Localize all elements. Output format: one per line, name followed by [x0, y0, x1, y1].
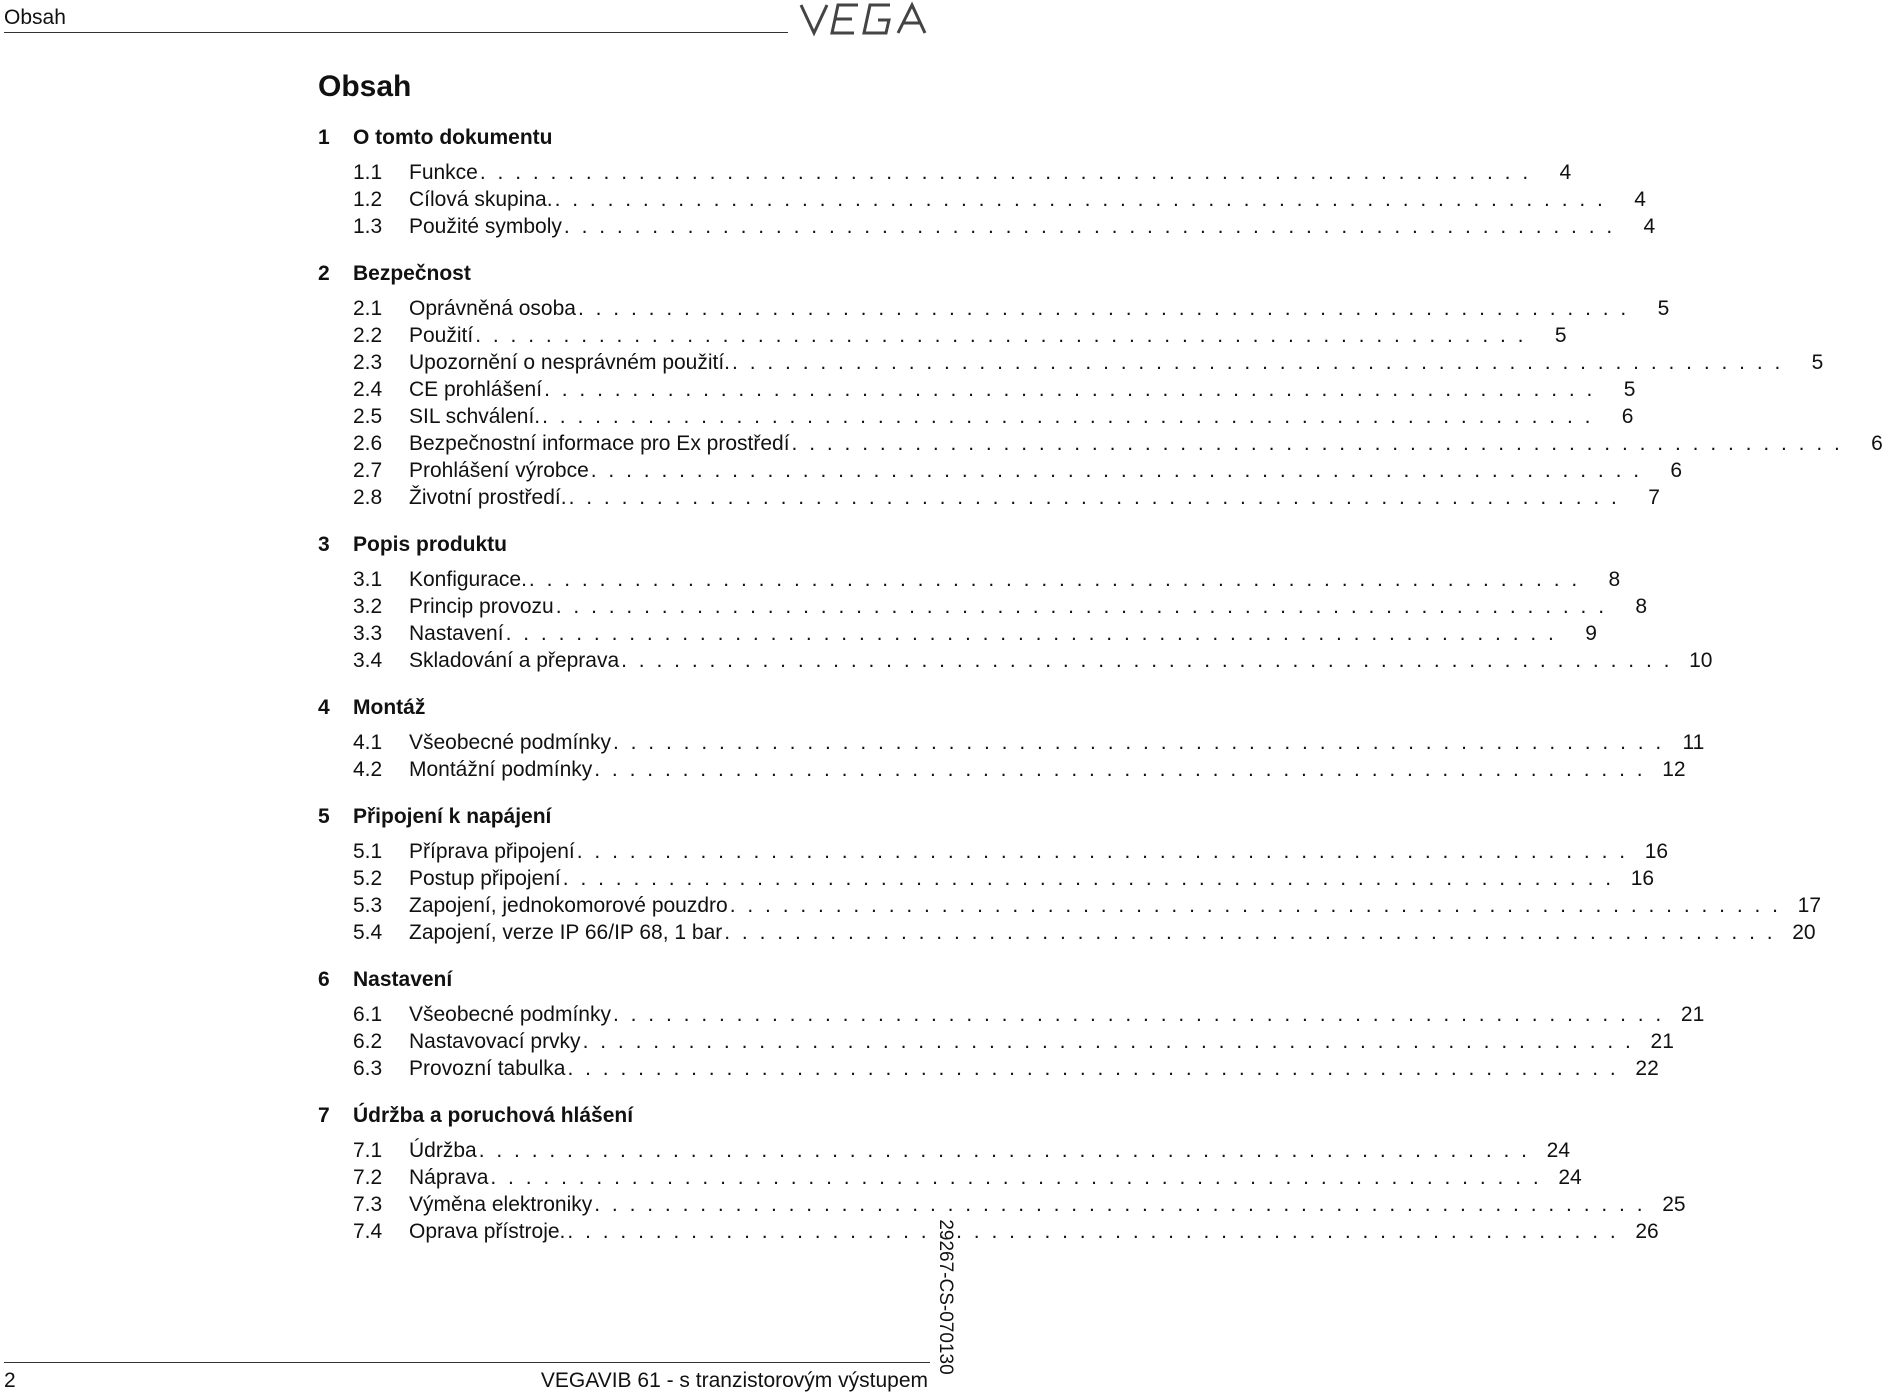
entry-number: 2.5 — [353, 405, 383, 428]
entry-title: Upozornění o nesprávném použití. — [409, 351, 731, 374]
entry-title: Bezpečnostní informace pro Ex prostředí — [409, 432, 790, 455]
entry-page-number: 24 — [1558, 1166, 1582, 1189]
page-title: Obsah — [318, 70, 412, 103]
toc-chapter — [318, 260, 1883, 511]
dot-leader: . . . . . . . . . . . . . . . . . . . . . . . . . . . . . . . . . . . . . . . . . . . . . . . . . . . . . . . . . . . . — [562, 867, 1615, 890]
entry-title: Použité symboly — [409, 215, 562, 238]
entry-title: CE prohlášení — [409, 378, 543, 401]
entry-title: Oprava přístroje. — [409, 1220, 566, 1243]
dot-leader: . . . . . . . . . . . . . . . . . . . . . . . . . . . . . . . . . . . . . . . . . . . . . . . . . . . . . . . . . . . . — [478, 1139, 1531, 1162]
toc-entry[interactable] — [318, 1055, 1659, 1082]
toc-entry[interactable] — [318, 295, 1670, 322]
entry-title: Cílová skupina. — [409, 188, 553, 211]
entry-number: 2.3 — [353, 351, 383, 374]
entry-title: Funkce — [409, 161, 478, 184]
entry-page-number: 8 — [1608, 568, 1621, 591]
dot-leader: . . . . . . . . . . . . . . . . . . . . . . . . . . . . . . . . . . . . . . . . . . . . . . . . . . . . . . . . . . . . — [577, 297, 1630, 320]
entry-title: Zapojení, verze IP 66/IP 68, 1 bar — [409, 921, 723, 944]
toc-entry[interactable] — [318, 892, 1822, 919]
toc-entry[interactable] — [318, 1137, 1571, 1164]
chapter-title: Popis produktu — [353, 533, 507, 556]
toc-entry[interactable] — [318, 1164, 1582, 1191]
entry-number: 3.1 — [353, 568, 383, 591]
chapter-title: Montáž — [353, 696, 426, 719]
toc-entry[interactable] — [318, 729, 1705, 756]
dot-leader: . . . . . . . . . . . . . . . . . . . . . . . . . . . . . . . . . . . . . . . . . . . . . . . . . . . . . . . . . . . . — [567, 1220, 1619, 1243]
toc-entry[interactable] — [318, 186, 1646, 213]
entry-page-number: 12 — [1662, 758, 1686, 781]
toc-chapter-heading[interactable] — [318, 260, 930, 287]
dot-leader: . . . . . . . . . . . . . . . . . . . . . . . . . . . . . . . . . . . . . . . . . . . . . . . . . . . . . . . . . . . . — [528, 568, 1581, 591]
entry-page-number: 17 — [1797, 894, 1822, 917]
toc-entry[interactable] — [318, 376, 1636, 403]
toc-chapter — [318, 124, 1656, 240]
entry-page-number: 11 — [1682, 731, 1705, 754]
entry-page-number: 8 — [1635, 595, 1648, 618]
toc-chapter-heading[interactable] — [318, 966, 930, 993]
entry-number: 2.4 — [353, 378, 383, 401]
entry-page-number: 5 — [1811, 351, 1824, 374]
entry-number: 7.3 — [353, 1193, 383, 1216]
entry-number: 5.2 — [353, 867, 383, 890]
chapter-title: Připojení k napájení — [353, 805, 552, 828]
entry-page-number: 9 — [1585, 622, 1597, 645]
entry-page-number: 26 — [1635, 1220, 1659, 1243]
chapter-title: Nastavení — [353, 968, 453, 991]
entry-page-number: 5 — [1657, 297, 1670, 320]
dot-leader: . . . . . . . . . . . . . . . . . . . . . . . . . . . . . . . . . . . . . . . . . . . . . . . . . . . . . . . . . . . . — [582, 1030, 1634, 1053]
header-title: Obsah — [4, 6, 66, 29]
dot-leader: . . . . . . . . . . . . . . . . . . . . . . . . . . . . . . . . . . . . . . . . . . . . . . . . . . . . . . . . . . . . — [732, 351, 1784, 374]
chapter-number: 1 — [318, 126, 330, 149]
chapter-number: 5 — [318, 805, 330, 828]
chapter-number: 6 — [318, 968, 330, 991]
entry-page-number: 6 — [1670, 459, 1683, 482]
toc-chapter-heading[interactable] — [318, 531, 930, 558]
entry-number: 7.1 — [353, 1139, 383, 1162]
entry-title: Zapojení, jednokomorové pouzdro — [409, 894, 728, 917]
entry-number: 7.4 — [353, 1220, 383, 1243]
entry-number: 6.1 — [353, 1003, 383, 1026]
toc-entry[interactable] — [318, 1028, 1674, 1055]
toc-chapter-heading[interactable] — [318, 694, 930, 721]
entry-number: 2.7 — [353, 459, 383, 482]
entry-number: 1.3 — [353, 215, 383, 238]
document-code — [928, 1202, 962, 1392]
entry-number: 2.1 — [353, 297, 383, 320]
toc-chapter-heading[interactable] — [318, 803, 930, 830]
entry-page-number: 4 — [1643, 215, 1656, 238]
dot-leader: . . . . . . . . . . . . . . . . . . . . . . . . . . . . . . . . . . . . . . . . . . . . . . . . . . . . . . . . . . . . — [594, 758, 1646, 781]
toc-entry[interactable] — [318, 349, 1824, 376]
toc-entry[interactable] — [318, 159, 1572, 186]
toc-entry[interactable] — [318, 838, 1669, 865]
toc-entry[interactable] — [318, 403, 1634, 430]
entry-number: 5.3 — [353, 894, 383, 917]
entry-number: 2.8 — [353, 486, 383, 509]
dot-leader: . . . . . . . . . . . . . . . . . . . . . . . . . . . . . . . . . . . . . . . . . . . . . . . . . . . . . . . . . . . . — [479, 161, 1532, 184]
table-of-contents — [318, 124, 1883, 1265]
toc-chapter — [318, 694, 1705, 783]
dot-leader: . . . . . . . . . . . . . . . . . . . . . . . . . . . . . . . . . . . . . . . . . . . . . . . . . . . . . . . . . . . . — [475, 324, 1527, 347]
entry-page-number: 22 — [1635, 1057, 1659, 1080]
toc-entry[interactable] — [318, 566, 1621, 593]
header-rule — [4, 32, 788, 33]
toc-entry[interactable] — [318, 1218, 1659, 1245]
entry-title: Nastavovací prvky — [409, 1030, 581, 1053]
entry-title: Konfigurace. — [409, 568, 527, 591]
toc-entry[interactable] — [318, 865, 1655, 892]
entry-number: 6.3 — [353, 1057, 383, 1080]
dot-leader: . . . . . . . . . . . . . . . . . . . . . . . . . . . . . . . . . . . . . . . . . . . . . . . . . . . . . . . . . . . . — [594, 1193, 1646, 1216]
entry-title: SIL schválení. — [409, 405, 541, 428]
toc-entry[interactable] — [318, 1191, 1686, 1218]
entry-title: Životní prostředí. — [409, 486, 567, 509]
dot-leader: . . . . . . . . . . . . . . . . . . . . . . . . . . . . . . . . . . . . . . . . . . . . . . . . . . . . . . . . . . . . — [576, 840, 1629, 863]
entry-page-number: 4 — [1634, 188, 1646, 211]
toc-chapter — [318, 1102, 1686, 1245]
dot-leader: . . . . . . . . . . . . . . . . . . . . . . . . . . . . . . . . . . . . . . . . . . . . . . . . . . . . . . . . . . . . — [490, 1166, 1542, 1189]
toc-entry[interactable] — [318, 430, 1883, 457]
footer-product-name: VEGAVIB 61 - s tranzistorovým výstupem — [540, 1369, 928, 1392]
entry-page-number: 20 — [1792, 921, 1816, 944]
chapter-number: 4 — [318, 696, 330, 719]
entry-number: 4.1 — [353, 731, 383, 754]
document-code-text: 29267-CS-070130 — [935, 1219, 956, 1375]
entry-number: 6.2 — [353, 1030, 383, 1053]
toc-entry[interactable] — [318, 213, 1656, 240]
toc-entry[interactable] — [318, 484, 1660, 511]
toc-chapter — [318, 803, 1822, 946]
dot-leader: . . . . . . . . . . . . . . . . . . . . . . . . . . . . . . . . . . . . . . . . . . . . . . . . . . . . . . . . . . . . — [544, 378, 1596, 401]
entry-title: Oprávněná osoba — [409, 297, 576, 320]
entry-title: Skladování a přeprava — [409, 649, 620, 672]
entry-page-number: 6 — [1871, 432, 1883, 455]
entry-number: 2.6 — [353, 432, 383, 455]
dot-leader: . . . . . . . . . . . . . . . . . . . . . . . . . . . . . . . . . . . . . . . . . . . . . . . . . . . . . . . . . . . . — [724, 921, 1776, 944]
entry-title: Příprava připojení — [409, 840, 575, 863]
chapter-number: 7 — [318, 1104, 330, 1127]
toc-chapter-heading[interactable] — [318, 124, 930, 151]
entry-title: Montážní podmínky — [409, 758, 593, 781]
toc-entry[interactable] — [318, 756, 1686, 783]
footer-rule — [4, 1362, 930, 1363]
chapter-title: Údržba a poruchová hlášení — [353, 1104, 634, 1127]
chapter-number: 3 — [318, 533, 330, 556]
entry-number: 7.2 — [353, 1166, 383, 1189]
dot-leader: . . . . . . . . . . . . . . . . . . . . . . . . . . . . . . . . . . . . . . . . . . . . . . . . . . . . . . . . . . . . — [590, 459, 1643, 482]
dot-leader: . . . . . . . . . . . . . . . . . . . . . . . . . . . . . . . . . . . . . . . . . . . . . . . . . . . . . . . . . . . . — [563, 215, 1616, 238]
entry-number: 4.2 — [353, 758, 383, 781]
footer-page-number: 2 — [4, 1369, 16, 1392]
toc-entry[interactable] — [318, 322, 1567, 349]
entry-number: 1.2 — [353, 188, 383, 211]
entry-number: 3.2 — [353, 595, 383, 618]
entry-number: 3.4 — [353, 649, 383, 672]
vega-logo — [798, 2, 930, 36]
entry-page-number: 21 — [1650, 1030, 1674, 1053]
dot-leader: . . . . . . . . . . . . . . . . . . . . . . . . . . . . . . . . . . . . . . . . . . . . . . . . . . . . . . . . . . . . — [568, 486, 1620, 509]
entry-page-number: 16 — [1630, 867, 1655, 890]
entry-title: Prohlášení výrobce — [409, 459, 589, 482]
toc-chapter — [318, 531, 1713, 674]
toc-entry[interactable] — [318, 1001, 1705, 1028]
chapter-title: O tomto dokumentu — [353, 126, 553, 149]
toc-chapter-heading[interactable] — [318, 1102, 930, 1129]
entry-title: Údržba — [409, 1139, 477, 1162]
dot-leader: . . . . . . . . . . . . . . . . . . . . . . . . . . . . . . . . . . . . . . . . . . . . . . . . . . . . . . . . . . . . — [505, 622, 1557, 645]
entry-number: 3.3 — [353, 622, 383, 645]
entry-page-number: 7 — [1648, 486, 1660, 509]
entry-page-number: 4 — [1559, 161, 1572, 184]
toc-entry[interactable] — [318, 647, 1713, 674]
entry-number: 1.1 — [353, 161, 383, 184]
dot-leader: . . . . . . . . . . . . . . . . . . . . . . . . . . . . . . . . . . . . . . . . . . . . . . . . . . . . . . . . . . . . — [554, 188, 1606, 211]
dot-leader: . . . . . . . . . . . . . . . . . . . . . . . . . . . . . . . . . . . . . . . . . . . . . . . . . . . . . . . . . . . . — [567, 1057, 1619, 1080]
entry-title: Postup připojení — [409, 867, 561, 890]
entry-page-number: 16 — [1644, 840, 1669, 863]
dot-leader: . . . . . . . . . . . . . . . . . . . . . . . . . . . . . . . . . . . . . . . . . . . . . . . . . . . . . . . . . . . . — [791, 432, 1843, 455]
entry-page-number: 21 — [1680, 1003, 1705, 1026]
entry-page-number: 25 — [1662, 1193, 1686, 1216]
vega-logo-graphic — [798, 2, 930, 36]
entry-page-number: 5 — [1554, 324, 1567, 347]
entry-title: Princip provozu — [409, 595, 554, 618]
toc-entry[interactable] — [318, 457, 1683, 484]
toc-entry[interactable] — [318, 593, 1648, 620]
entry-title: Všeobecné podmínky — [409, 731, 611, 754]
dot-leader: . . . . . . . . . . . . . . . . . . . . . . . . . . . . . . . . . . . . . . . . . . . . . . . . . . . . . . . . . . . . — [612, 731, 1665, 754]
dot-leader: . . . . . . . . . . . . . . . . . . . . . . . . . . . . . . . . . . . . . . . . . . . . . . . . . . . . . . . . . . . . — [729, 894, 1782, 917]
dot-leader: . . . . . . . . . . . . . . . . . . . . . . . . . . . . . . . . . . . . . . . . . . . . . . . . . . . . . . . . . . . . — [612, 1003, 1665, 1026]
dot-leader: . . . . . . . . . . . . . . . . . . . . . . . . . . . . . . . . . . . . . . . . . . . . . . . . . . . . . . . . . . . . — [621, 649, 1673, 672]
entry-page-number: 10 — [1689, 649, 1713, 672]
entry-title: Použití — [409, 324, 474, 347]
entry-title: Všeobecné podmínky — [409, 1003, 611, 1026]
toc-entry[interactable] — [318, 620, 1597, 647]
entry-title: Výměna elektroniky — [409, 1193, 593, 1216]
entry-number: 5.1 — [353, 840, 383, 863]
entry-page-number: 6 — [1621, 405, 1634, 428]
dot-leader: . . . . . . . . . . . . . . . . . . . . . . . . . . . . . . . . . . . . . . . . . . . . . . . . . . . . . . . . . . . . — [555, 595, 1608, 618]
chapter-number: 2 — [318, 262, 330, 285]
entry-title: Provozní tabulka — [409, 1057, 566, 1080]
toc-chapter — [318, 966, 1705, 1082]
entry-page-number: 24 — [1546, 1139, 1571, 1162]
entry-page-number: 5 — [1623, 378, 1636, 401]
dot-leader: . . . . . . . . . . . . . . . . . . . . . . . . . . . . . . . . . . . . . . . . . . . . . . . . . . . . . . . . . . . . — [542, 405, 1594, 428]
entry-number: 2.2 — [353, 324, 383, 347]
entry-title: Náprava — [409, 1166, 489, 1189]
entry-title: Nastavení — [409, 622, 504, 645]
toc-entry[interactable] — [318, 919, 1816, 946]
chapter-title: Bezpečnost — [353, 262, 471, 285]
entry-number: 5.4 — [353, 921, 383, 944]
